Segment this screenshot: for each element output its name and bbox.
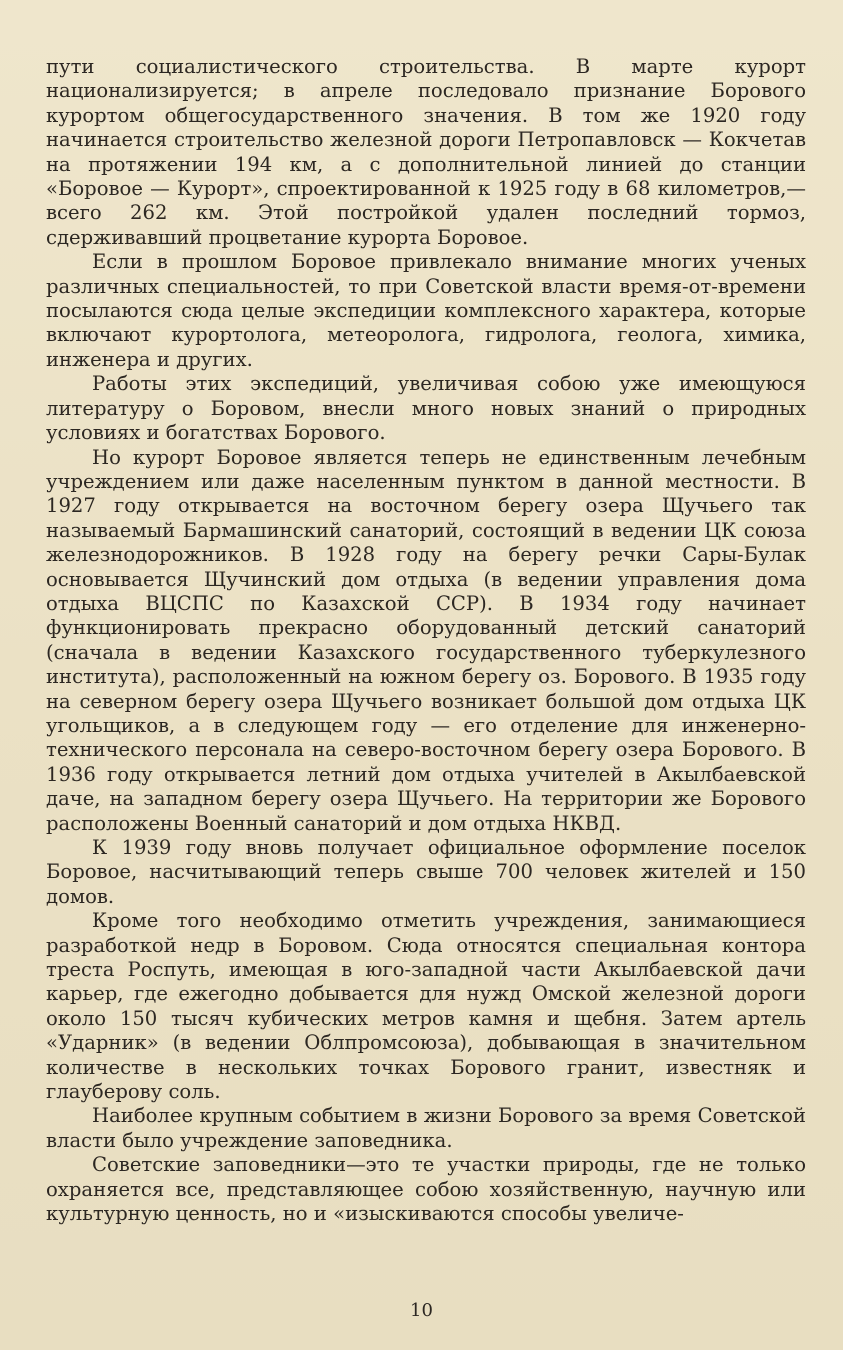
page-number: 10: [410, 1300, 433, 1321]
paragraph-2: Если в прошлом Боровое привлекало внимание многих ученых различных специальностей, то при Советской власти время-от-времени посылаются сюда целые экспедиции комплексного характера, которые включают курортолога, метеоролога, гидролога, геолога, химика, инженера и других.: [46, 250, 806, 371]
paragraph-1: пути социалистического строительства. В марте курорт национализируется; в апреле последовало признание Борового курортом общегосударственного значения. В том же 1920 году начинается строительство железной дороги Петропавловск — Кокчетав на протяжении 194 км, а с дополнительной линией до станции «Боровое — Курорт», спроектированной к 1925 году в 68 километров,— всего 262 км. Этой постройкой удален последний тормоз, сдерживавший процветание курорта Боровое.: [46, 55, 806, 249]
body-text: [46, 55, 806, 1227]
paragraph-4: Но курорт Боровое является теперь не единственным лечебным учреждением или даже населенным пунктом в данной местности. В 1927 году открывается на восточном берегу озера Щучьего так называемый Бармашинский санаторий, состоящий в ведении ЦК союза железнодорожников. В 1928 году на берегу речки Сары-Булак основывается Щучинский дом отдыха (в ведении управления дома отдыха ВЦСПС по Казахской ССР). В 1934 году начинает функционировать прекрасно оборудованный детский санаторий (сначала в ведении Казахского государственного туберкулезного института), расположенный на южном берегу оз. Борового. В 1935 году на северном берегу озера Щучьего возникает большой дом отдыха ЦК угольщиков, а в следующем году — его отделение для инженерно-технического персонала на северо-восточном берегу озера Борового. В 1936 году открывается летний дом отдыха учителей в Акылбаевской даче, на западном берегу озера Щучьего. На территории же Борового расположены Военный санаторий и дом отдыха НКВД.: [46, 445, 806, 835]
paragraph-5: К 1939 году вновь получает официальное оформление поселок Боровое, насчитывающий теперь свыше 700 человек жителей и 150 домов.: [46, 836, 806, 908]
paragraph-6: Кроме того необходимо отметить учреждения, занимающиеся разработкой недр в Боровом. Сюда относятся специальная контора треста Роспуть, имеющая в юго-западной части Акылбаевской дачи карьер, где ежегодно добывается для нужд Омской железной дороги около 150 тысяч кубических метров камня и щебня. Затем артель «Ударник» (в ведении Облпромсоюза), добывающая в значительном количестве в нескольких точках Борового гранит, известняк и глауберову соль.: [46, 909, 806, 1104]
paragraph-7: Наиболее крупным событием в жизни Борового за время Советской власти было учреждение заповедника.: [46, 1104, 806, 1152]
paragraph-3: Работы этих экспедиций, увеличивая собою уже имеющуюся литературу о Боровом, внесли много новых знаний о природных условиях и богатствах Борового.: [46, 372, 806, 445]
paragraph-8: Советские заповедники—это те участки природы, где не только охраняется все, представляющее собою хозяйственную, научную или культурную ценность, но и «изыскиваются способы увеличе-: [46, 1153, 806, 1226]
